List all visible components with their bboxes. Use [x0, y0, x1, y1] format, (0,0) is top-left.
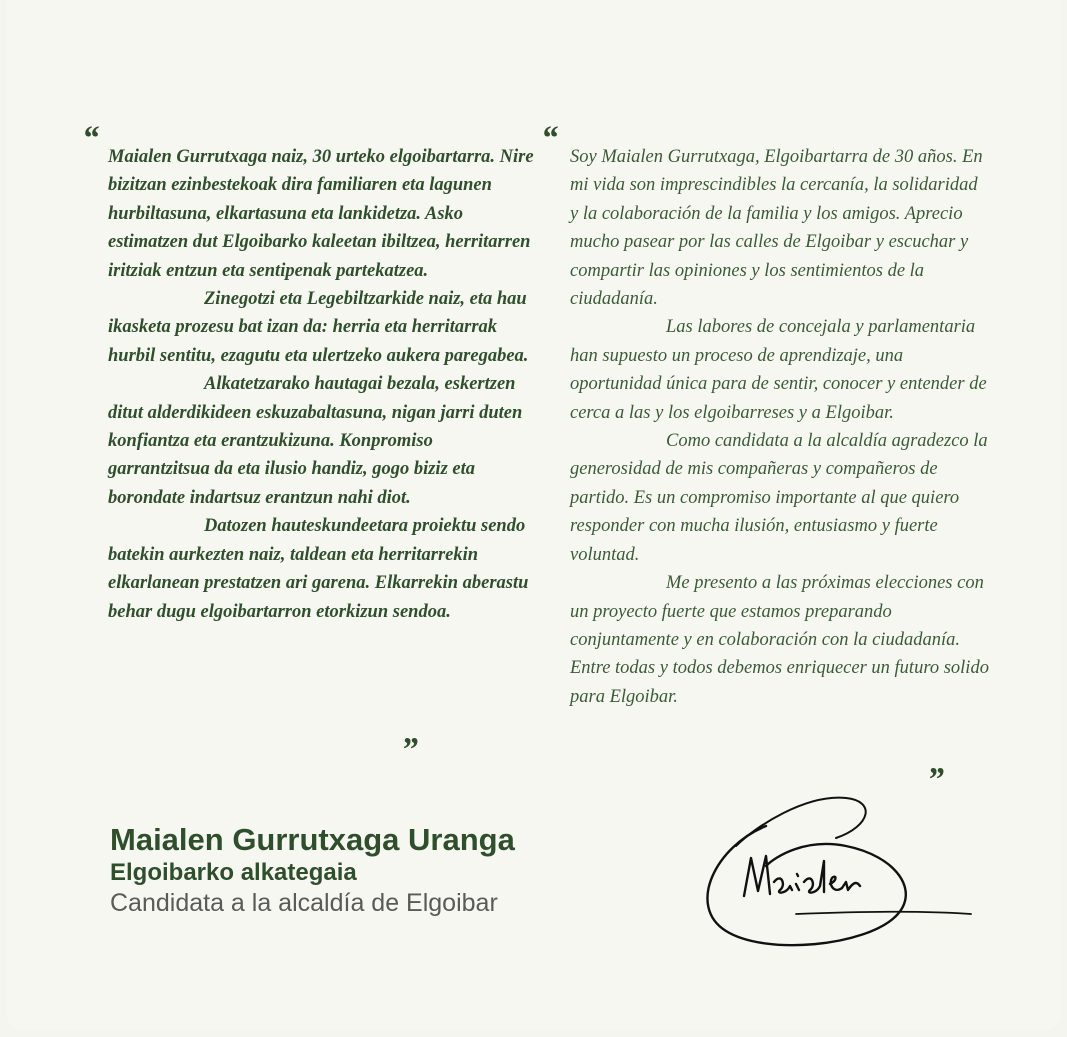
close-quote-spanish: „ [930, 744, 947, 781]
letter-page [6, 0, 1061, 1031]
basque-paragraph-4: Datozen hauteskundeetara proiektu sendo batekin aurkezten naiz, taldean eta herritarrekin elkarlanean prestatzen ari garena. Elkarrekin aberastu behar dugu elgoibartarron etorkizun sendoa. [108, 516, 529, 622]
close-quote-basque: „ [404, 714, 421, 751]
handwritten-signature [696, 786, 976, 956]
candidate-name: Maialen Gurrutxaga Uranga [110, 822, 515, 857]
candidate-role-spanish: Candidata a la alcaldía de Elgoibar [110, 889, 498, 917]
basque-paragraph-2: Zinegotzi eta Legebiltzarkide naiz, eta hau ikasketa prozesu bat izan da: herria eta herritarrak hurbil sentitu, ezagutu eta ulertzeko aukera paregabea. [108, 289, 529, 366]
candidate-info [110, 822, 515, 919]
basque-paragraph-1: Maialen Gurrutxaga naiz, 30 urteko elgoibartarra. Nire bizitzan ezinbestekoak dira familiaren eta lagunen hurbiltasuna, elkartasuna eta lankidetza. Asko estimatzen dut Elgoibarko kaleetan ibiltzea, herritarren iritziak entzun eta sentipenak partekatzea. [108, 147, 534, 281]
open-quote-spanish: “ [541, 120, 558, 157]
open-quote-basque: “ [82, 120, 99, 157]
spanish-paragraph-2: Las labores de concejala y parlamentaria han supuesto un proceso de aprendizaje, una oportunidad única para de sentir, conocer y entender de cerca a las y los elgoibarreses y a Elgoibar. [570, 317, 987, 423]
candidate-role-basque: Elgoibarko alkategaia [110, 859, 357, 886]
spanish-paragraph-4: Me presento a las próximas elecciones con un proyecto fuerte que estamos preparando conjuntamente y en colaboración con la ciudadanía. Entre todas y todos debemos enriquecer un futuro solido para Elgoibar. [570, 573, 989, 707]
spanish-paragraph-1: Soy Maialen Gurrutxaga, Elgoibartarra de 30 años. En mi vida son imprescindibles la cercanía, la solidaridad y la colaboración de la familia y los amigos. Aprecio mucho pasear por las calles de Elgoibar y escuchar y compartir las opiniones y los sentimientos de la ciudadanía. [570, 147, 983, 310]
basque-paragraph-3: Alkatetzarako hautagai bezala, eskertzen ditut alderdikideen eskuzabaltasuna, nigan jarri duten konfiantza eta erantzukizuna. Konpromiso garrantzitsua da eta ilusio handiz, gogo biziz eta borondate indartsuz erantzun nahi diot. [108, 374, 523, 508]
spanish-letter [570, 143, 990, 711]
basque-letter [108, 143, 538, 626]
spanish-paragraph-3: Como candidata a la alcaldía agradezco la generosidad de mis compañeras y compañeros de partido. Es un compromiso importante al que quiero responder con mucha ilusión, entusiasmo y fuerte voluntad. [570, 431, 988, 565]
